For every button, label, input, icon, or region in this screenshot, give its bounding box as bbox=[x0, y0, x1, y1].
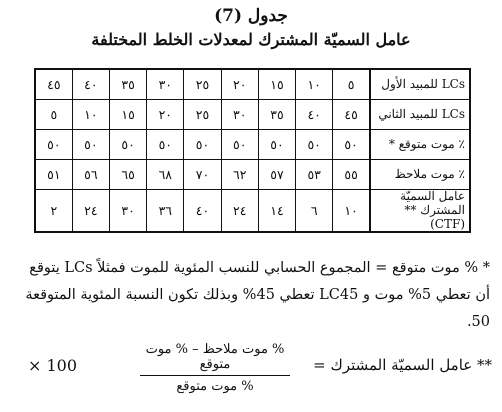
row-label: LCs للمبيد الأول bbox=[370, 69, 470, 100]
table-cell: ٦ bbox=[296, 190, 333, 233]
formula-numerator: % موت ملاحظ – % موت متوقع bbox=[140, 342, 290, 376]
table-cell: ٣٥ bbox=[258, 100, 295, 130]
table-cell: ٥٠ bbox=[258, 130, 295, 160]
table-cell: ٣٠ bbox=[147, 69, 184, 100]
table-cell: ٤٠ bbox=[184, 190, 221, 233]
table-row bbox=[35, 160, 470, 190]
table-cell: ٤٠ bbox=[72, 69, 109, 100]
table-cell: ٢٥ bbox=[184, 69, 221, 100]
table-subtitle: عامل السميّة المشترك لمعدلات الخلط المختلفة bbox=[91, 30, 411, 49]
table-cell: ٥٠ bbox=[333, 130, 370, 160]
table-cell: ٣٦ bbox=[147, 190, 184, 233]
table-cell: ٦٢ bbox=[221, 160, 258, 190]
table-cell: ٥٠ bbox=[184, 130, 221, 160]
row-label: LCs للمبيد الثاني bbox=[370, 100, 470, 130]
table-cell: ٢٤ bbox=[221, 190, 258, 233]
table-cell: ١٥ bbox=[109, 100, 146, 130]
table-cell: ١٠ bbox=[72, 100, 109, 130]
table-title: جدول (7) bbox=[214, 6, 288, 26]
table-cell: ٣٠ bbox=[221, 100, 258, 130]
table-cell: ١٠ bbox=[296, 69, 333, 100]
table-cell: ٣٥ bbox=[109, 69, 146, 100]
table-cell: ٥٠ bbox=[72, 130, 109, 160]
row-label: عامل السميّة المشترك ** (CTF) bbox=[370, 190, 470, 233]
table-cell: ٥٥ bbox=[333, 160, 370, 190]
formula-lhs: ** عامل السميّة المشترك = bbox=[313, 356, 492, 374]
table-cell: ٥ bbox=[333, 69, 370, 100]
table-cell: ٢ bbox=[35, 190, 72, 233]
table-cell: ٤٥ bbox=[35, 69, 72, 100]
table-cell: ٢٤ bbox=[72, 190, 109, 233]
table-row bbox=[35, 100, 470, 130]
table-cell: ٥ bbox=[35, 100, 72, 130]
data-table bbox=[34, 68, 471, 233]
table-cell: ١٤ bbox=[258, 190, 295, 233]
table-cell: ٦٥ bbox=[109, 160, 146, 190]
formula-fraction bbox=[140, 342, 290, 394]
table-cell: ٢٠ bbox=[221, 69, 258, 100]
table-cell: ٥١ bbox=[35, 160, 72, 190]
table-cell: ٢٥ bbox=[184, 100, 221, 130]
table-cell: ٥٠ bbox=[109, 130, 146, 160]
formula-denominator: % موت متوقع bbox=[176, 379, 254, 394]
table-cell: ٥٠ bbox=[296, 130, 333, 160]
table-cell: ٧٠ bbox=[184, 160, 221, 190]
table-row bbox=[35, 130, 470, 160]
table-cell: ٥٠ bbox=[35, 130, 72, 160]
row-label: ٪ موت متوقع * bbox=[370, 130, 470, 160]
table-cell: ٣٠ bbox=[109, 190, 146, 233]
table-cell: ١٥ bbox=[258, 69, 295, 100]
table-cell: ٢٠ bbox=[147, 100, 184, 130]
table-cell: ٥٠ bbox=[221, 130, 258, 160]
footnote-expected-mortality: * % موت متوقع = المجموع الحسابي للنسب المئوية للموت فمثلاً LCs يتوقع أن تعطي 5% موت و LC45 تعطي 45% وبذلك تكون النسبة المئوية المتوقعة 50. bbox=[25, 260, 490, 330]
table-row bbox=[35, 190, 470, 233]
formula-multiplier: × 100 bbox=[28, 356, 78, 375]
ctf-formula bbox=[10, 340, 492, 400]
table-cell: ٦٨ bbox=[147, 160, 184, 190]
table-cell: ٥٣ bbox=[296, 160, 333, 190]
table-cell: ٥٦ bbox=[72, 160, 109, 190]
table-cell: ٤٠ bbox=[296, 100, 333, 130]
table-cell: ٤٥ bbox=[333, 100, 370, 130]
table-cell: ١٠ bbox=[333, 190, 370, 233]
table-cell: ٥٠ bbox=[147, 130, 184, 160]
table-row bbox=[35, 69, 470, 100]
row-label: ٪ موت ملاحظ bbox=[370, 160, 470, 190]
table-cell: ٥٧ bbox=[258, 160, 295, 190]
